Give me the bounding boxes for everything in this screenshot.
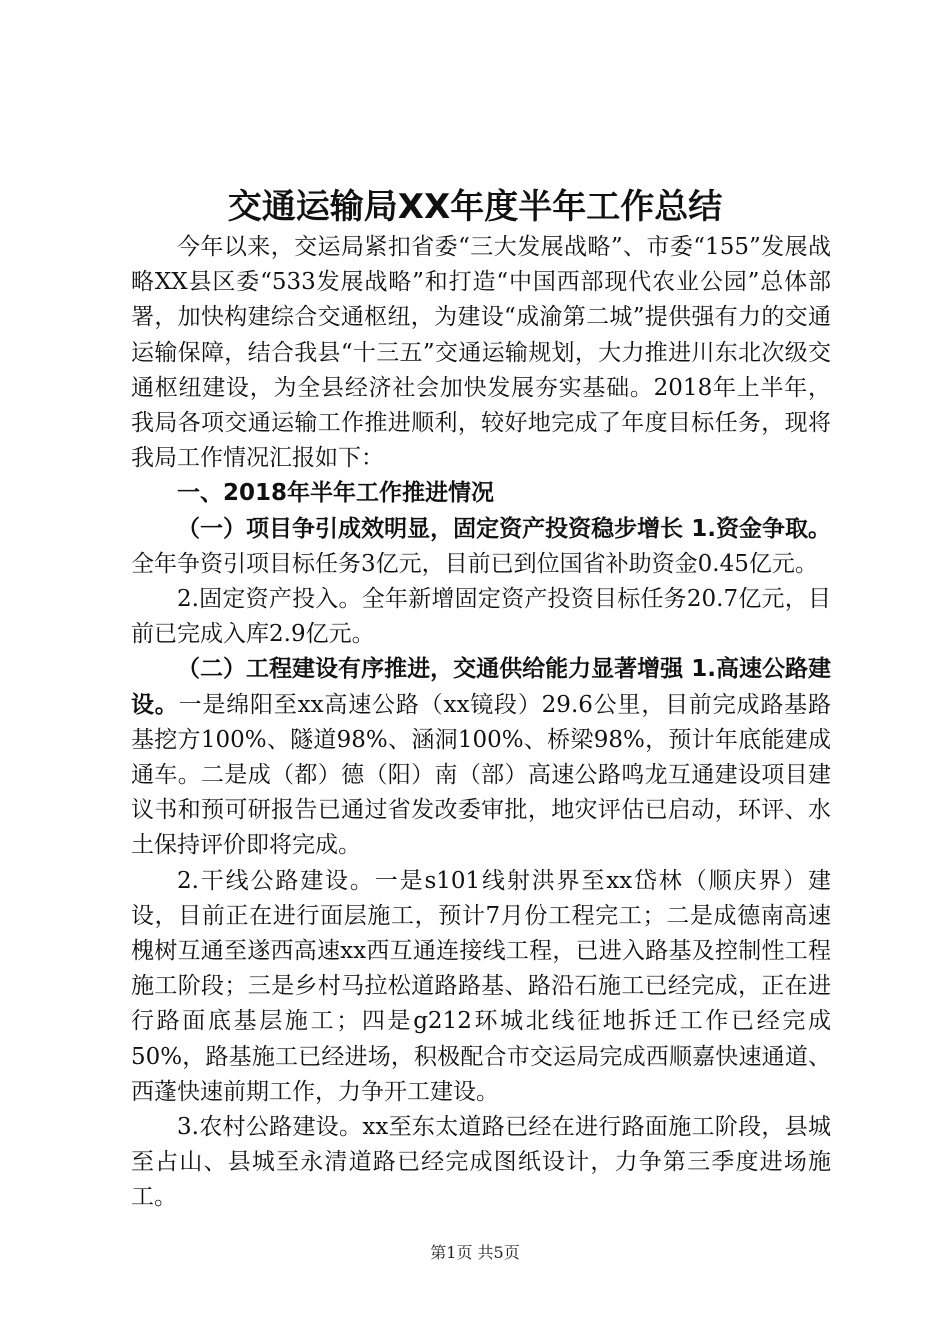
document-title: 交通运输局XX年度半年工作总结 — [227, 187, 723, 227]
subsection-2-paragraph — [131, 652, 831, 863]
subsection-1-paragraph — [131, 512, 831, 582]
subsection-1-heading: （一）项目争引成效明显，固定资产投资稳步增长 1.资金争取。 — [177, 515, 831, 542]
intro-paragraph: 今年以来，交运局紧扣省委“三大发展战略”、市委“155”发展战略XX县区委“533发展战略”和打造“中国西部现代农业公园”总体部署，加快构建综合交通枢纽，为建设“成渝第二城”提供强有力的交通运输保障，结合我县“十三五”交通运输规划，大力推进川东北次级交通枢纽建设，为全县经济社会加快发展夯实基础。2018年上半年，我局各项交通运输工作推进顺利，较好地完成了年度目标任务，现将我局工作情况汇报如下： — [131, 234, 831, 472]
document-body — [131, 230, 831, 1216]
trunk-road-paragraph: 2.干线公路建设。一是s101线射洪界至xx岱林（顺庆界）建设，目前正在进行面层施工，预计7月份工程完工；二是成德南高速槐树互通至遂西高速xx西互通连接线工程，已进入路基及控制性工程施工阶段；三是乡村马拉松道路路基、路沿石施工已经完成，正在进行路面底基层施工；四是g212环城北线征地拆迁工作已经完成50%，路基施工已经进场，积极配合市交运局完成西顺嘉快速通道、西蓬快速前期工作，力争开工建设。 — [131, 867, 831, 1105]
page-footer: 第1页 共5页 — [430, 1243, 520, 1262]
fixed-asset-paragraph: 2.固定资产投入。全年新增固定资产投资目标任务20.7亿元，目前已完成入库2.9亿元。 — [131, 586, 831, 648]
subsection-2-heading: （二）工程建设有序推进，交通供给能力显著增强 1.高速公路建设。 — [131, 656, 831, 718]
subsection-1-text: 全年争资引项目标任务3亿元，目前已到位国省补助资金0.45亿元。 — [131, 550, 818, 577]
rural-road-paragraph: 3.农村公路建设。xx至东太道路已经在进行路面施工阶段，县城至占山、县城至永清道路已经完成图纸设计，力争第三季度进场施工。 — [131, 1114, 831, 1211]
section-heading: 一、2018年半年工作推进情况 — [177, 480, 495, 507]
subsection-2-text: 一是绵阳至xx高速公路（xx镜段）29.6公里，目前完成路基路基挖方100%、隧道98%、涵洞100%、桥梁98%，预计年底能建成通车。二是成（都）德（阳）南（部）高速公路鸣龙互通建设项目建议书和预可研报告已通过省发改委审批，地灾评估已启动，环评、水土保持评价即将完成。 — [131, 691, 831, 859]
